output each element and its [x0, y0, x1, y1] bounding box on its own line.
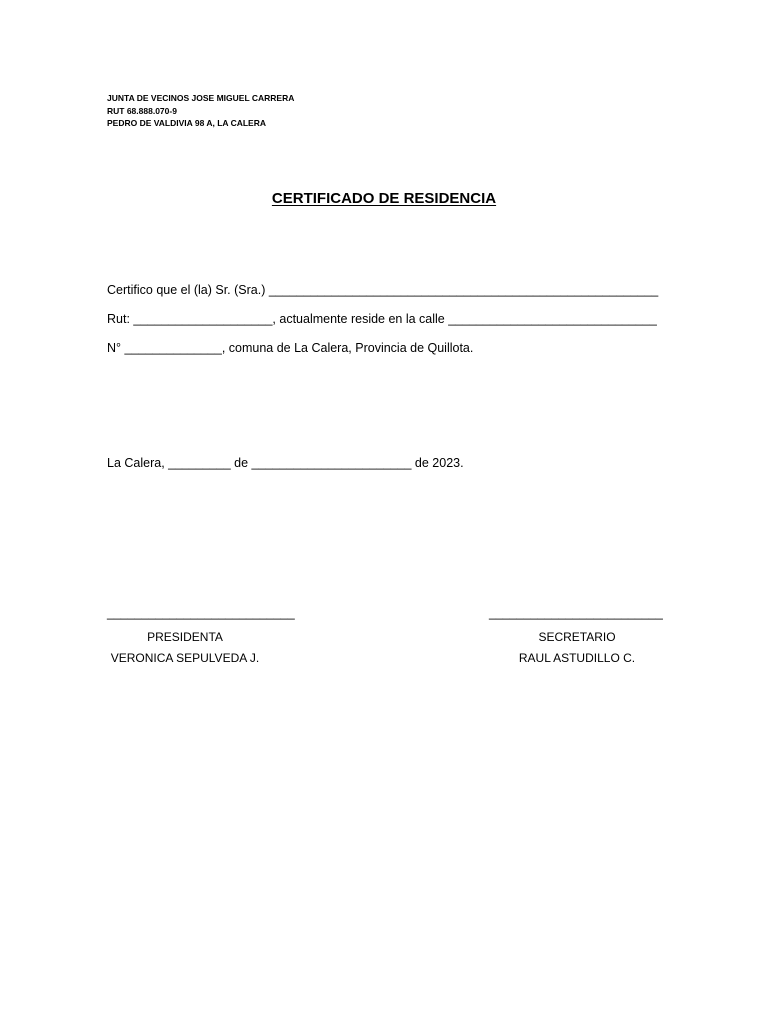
president-signature-line: ___________________________ — [107, 606, 295, 620]
organization-name: JUNTA DE VECINOS JOSE MIGUEL CARRERA — [107, 93, 295, 103]
secretary-name: RAUL ASTUDILLO C. — [518, 651, 636, 665]
organization-rut: RUT 68.888.070-9 — [107, 105, 177, 116]
number-commune-line: N° ______________, comuna de La Calera, Provincia de Quillota. — [107, 341, 474, 355]
organization-address: PEDRO DE VALDIVIA 98 A, LA CALERA — [107, 118, 266, 128]
secretary-role: SECRETARIO — [538, 630, 616, 644]
president-role: PRESIDENTA — [147, 630, 223, 644]
certify-name-line: Certifico que el (la) Sr. (Sra.) ________________________________________________________ — [107, 283, 659, 297]
document-title: CERTIFICADO DE RESIDENCIA — [271, 190, 497, 207]
rut-street-line: Rut: ____________________, actualmente reside en la calle ______________________________ — [107, 312, 657, 326]
president-name: VERONICA SEPULVEDA J. — [110, 651, 260, 665]
organization-header — [107, 92, 294, 130]
secretary-signature-line: _________________________ — [489, 606, 663, 620]
place-date-line: La Calera, _________ de _______________________ de 2023. — [107, 456, 464, 470]
